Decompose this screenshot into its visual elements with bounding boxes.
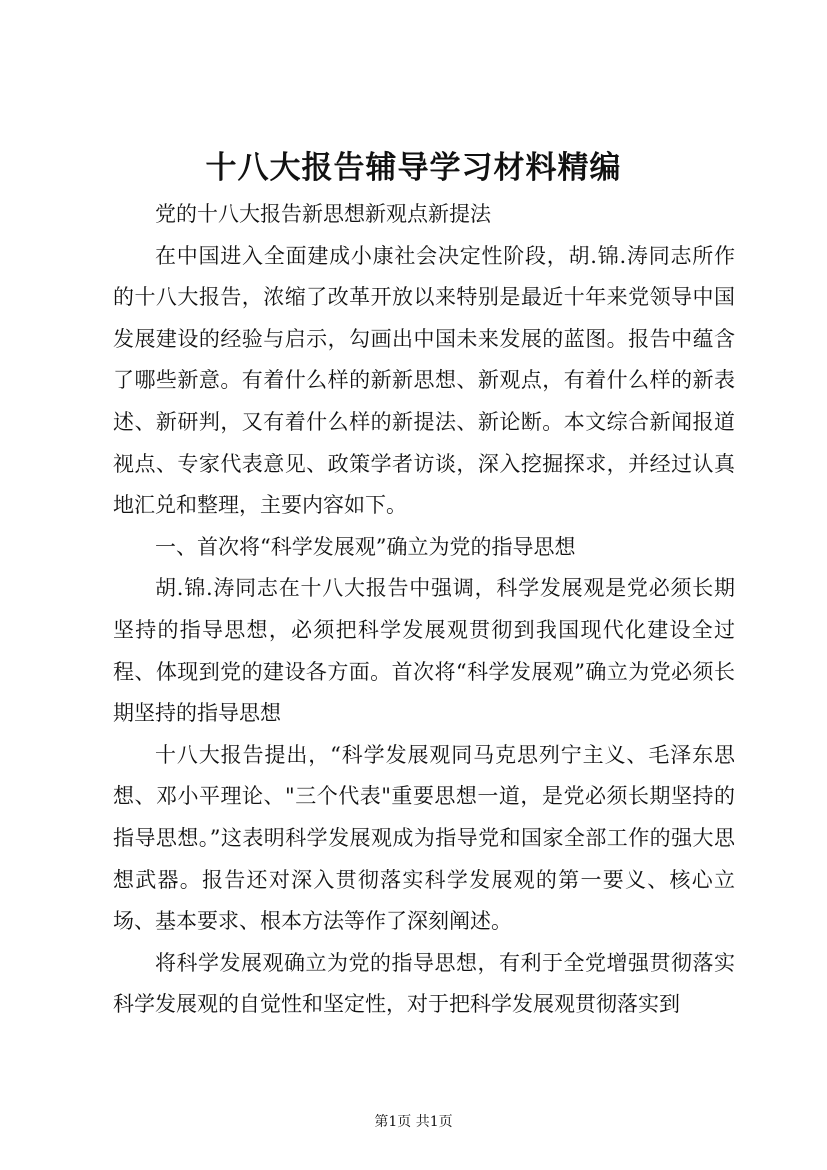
- paragraph-intro: 在中国进入全面建成小康社会决定性阶段，胡.锦.涛同志所作的十八大报告，浓缩了改革开放以来特别是最近十年来党领导中国发展建设的经验与启示，勾画出中国未来发展的蓝图。报告中蕴含了哪些新意。有着什么样的新新思想、新观点，有着什么样的新表述、新研判，又有着什么样的新提法、新论断。本文综合新闻报道视点、专家代表意见、政策学者访谈，深入挖掘探求，并经过认真地汇兑和整理，主要内容如下。: [113, 243, 735, 518]
- document-title: 十八大报告辅导学习材料精编: [205, 150, 622, 186]
- section-heading-1: 一、首次将“科学发展观”确立为党的指导思想: [155, 534, 576, 559]
- paragraph-subtitle: 党的十八大报告新思想新观点新提法: [155, 202, 491, 226]
- page-footer: 第1页 共1页: [374, 1114, 453, 1130]
- paragraph-section1-b: 十八大报告提出，“科学发展观同马克思列宁主义、毛泽东思想、邓小平理论、"三个代表"重要思想一道，是党必须长期坚持的指导思想。”这表明科学发展观成为指导党和国家全部工作的强大思想武器。报告还对深入贯彻落实科学发展观的第一要义、核心立场、基本要求、根本方法等作了深刻阐述。: [113, 742, 735, 934]
- paragraph-section1-a: 胡.锦.涛同志在十八大报告中强调，科学发展观是党必须长期坚持的指导思想，必须把科学发展观贯彻到我国现代化建设全过程、体现到党的建设各方面。首次将“科学发展观”确立为党必须长期坚持的指导思想: [113, 576, 735, 726]
- paragraph-section1-c: 将科学发展观确立为党的指导思想，有利于全党增强贯彻落实科学发展观的自觉性和坚定性，对于把科学发展观贯彻落实到: [113, 950, 735, 1017]
- document-body: [113, 194, 735, 1026]
